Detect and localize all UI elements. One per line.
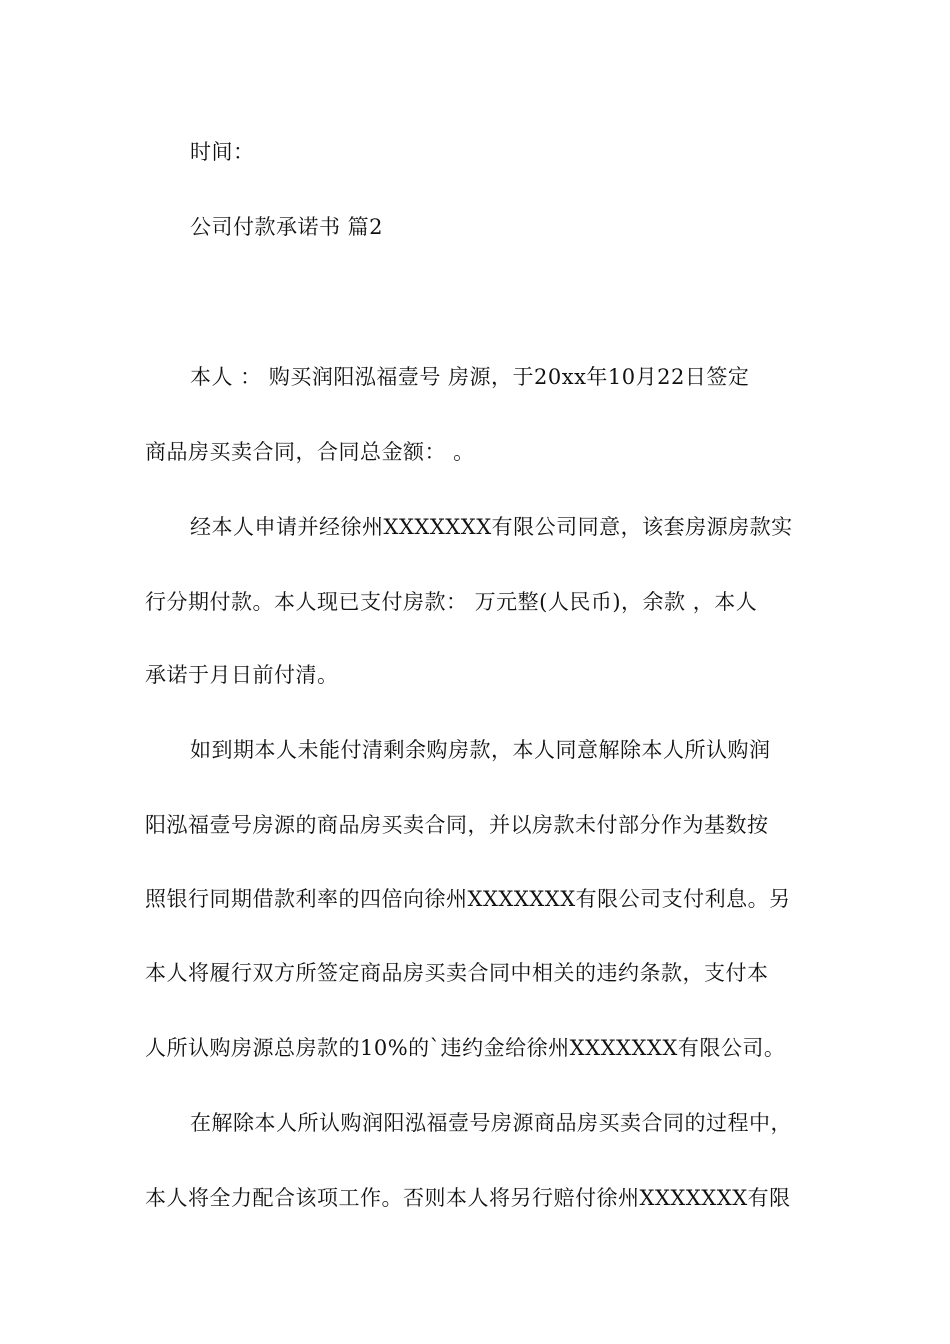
date-label: 时间： xyxy=(190,140,255,164)
paragraph-4-line-1: 在解除本人所认购润阳泓福壹号房源商品房买卖合同的过程中， xyxy=(190,1111,792,1135)
paragraph-1-line-1: 本人 ： 购买润阳泓福壹号 房源，于20xx年10月22日签定 xyxy=(190,365,750,389)
paragraph-2-line-3: 承诺于月日前付清。 xyxy=(145,663,339,687)
paragraph-3-line-4: 本人将履行双方所签定商品房买卖合同中相关的违约条款，支付本 xyxy=(145,961,769,985)
paragraph-3-line-3: 照银行同期借款利率的四倍向徐州XXXXXXX有限公司支付利息。另 xyxy=(145,887,791,911)
paragraph-3-line-1: 如到期本人未能付清剩余购房款，本人同意解除本人所认购润 xyxy=(190,738,771,762)
section-heading: 公司付款承诺书 篇2 xyxy=(190,215,384,239)
paragraph-3-line-5: 人所认购房源总房款的10%的`违约金给徐州XXXXXXX有限公司。 xyxy=(145,1036,786,1060)
paragraph-3-line-2: 阳泓福壹号房源的商品房买卖合同，并以房款未付部分作为基数按 xyxy=(145,813,769,837)
paragraph-2-line-2: 行分期付款。本人现已支付房款： 万元整(人民币)，余款 ，本人 xyxy=(145,590,758,614)
paragraph-4-line-2: 本人将全力配合该项工作。否则本人将另行赔付徐州XXXXXXX有限 xyxy=(145,1186,791,1210)
paragraph-1-line-2: 商品房买卖合同，合同总金额： 。 xyxy=(145,440,475,464)
paragraph-2-line-1: 经本人申请并经徐州XXXXXXX有限公司同意，该套房源房款实 xyxy=(190,515,793,539)
